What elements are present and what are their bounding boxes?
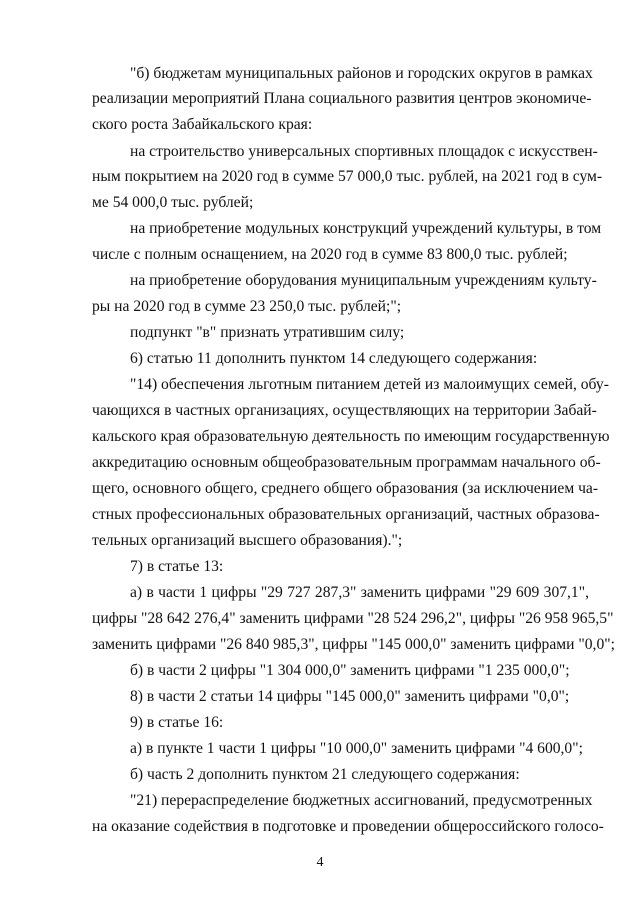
text-line: щего, основного общего, среднего общего образования (за исключением ча- [92,480,599,497]
text-line: на приобретение модульных конструкций учреждений культуры, в том [130,220,602,237]
text-line: 7) в статье 13: [130,558,224,575]
text-line: стных профессиональных образовательных организаций, частных образова- [92,506,600,523]
text-line: а) в пункте 1 части 1 цифры "10 000,0" заменить цифрами "4 600,0"; [130,740,583,757]
text-line: а) в части 1 цифры "29 727 287,3" заменить цифрами "29 609 307,1", [130,584,589,601]
text-line: ным покрытием на 2020 год в сумме 57 000,0 тыс. рублей, на 2021 год в сум- [92,168,603,185]
text-line: заменить цифрами "26 840 985,3", цифры "145 000,0" заменить цифрами "0,0"; [92,636,615,653]
text-line: ме 54 000,0 тыс. рублей; [92,194,254,211]
text-line: ры на 2020 год в сумме 23 250,0 тыс. рублей;"; [92,298,402,315]
text-line: на приобретение оборудования муниципальным учреждениям культу- [130,272,597,289]
text-line: цифры "28 642 276,4" заменить цифрами "28 524 296,2", цифры "26 958 965,5" [92,610,614,627]
text-line: на оказание содействия в подготовке и проведении общероссийского голосо- [92,818,604,835]
text-line: числе с полным оснащением, на 2020 год в сумме 83 800,0 тыс. рублей; [92,246,568,263]
text-line: "14) обеспечения льготным питанием детей из малоимущих семей, обу- [130,376,609,393]
text-line: 6) статью 11 дополнить пунктом 14 следующего содержания: [130,350,538,367]
text-line: 8) в части 2 статьи 14 цифры "145 000,0" заменить цифрами "0,0"; [130,688,570,705]
text-line: на строительство универсальных спортивных площадок с искусствен- [130,143,598,160]
text-line: чающихся в частных организациях, осуществляющих на территории Забай- [92,402,597,419]
text-line: кальского края образовательную деятельность по имеющим государственную [92,428,610,445]
text-line: подпункт "в" признать утратившим силу; [130,324,405,341]
text-line: тельных организаций высшего образования)."; [92,532,403,549]
text-line: "21) перераспределение бюджетных ассигнований, предусмотренных [130,792,593,809]
text-line: б) часть 2 дополнить пунктом 21 следующего содержания: [130,766,520,783]
text-line: аккредитацию основным общеобразовательным программам начального об- [92,454,601,471]
text-line: б) в части 2 цифры "1 304 000,0" заменить цифрами "1 235 000,0"; [130,662,570,679]
text-line: 9) в статье 16: [130,714,224,731]
text-line: реализации мероприятий Плана социального развития центров экономиче- [92,90,592,107]
text-line: "б) бюджетам муниципальных районов и городских округов в рамках [130,65,593,82]
page-number: 4 [316,855,324,870]
text-line: ского роста Забайкальского края: [92,116,313,133]
